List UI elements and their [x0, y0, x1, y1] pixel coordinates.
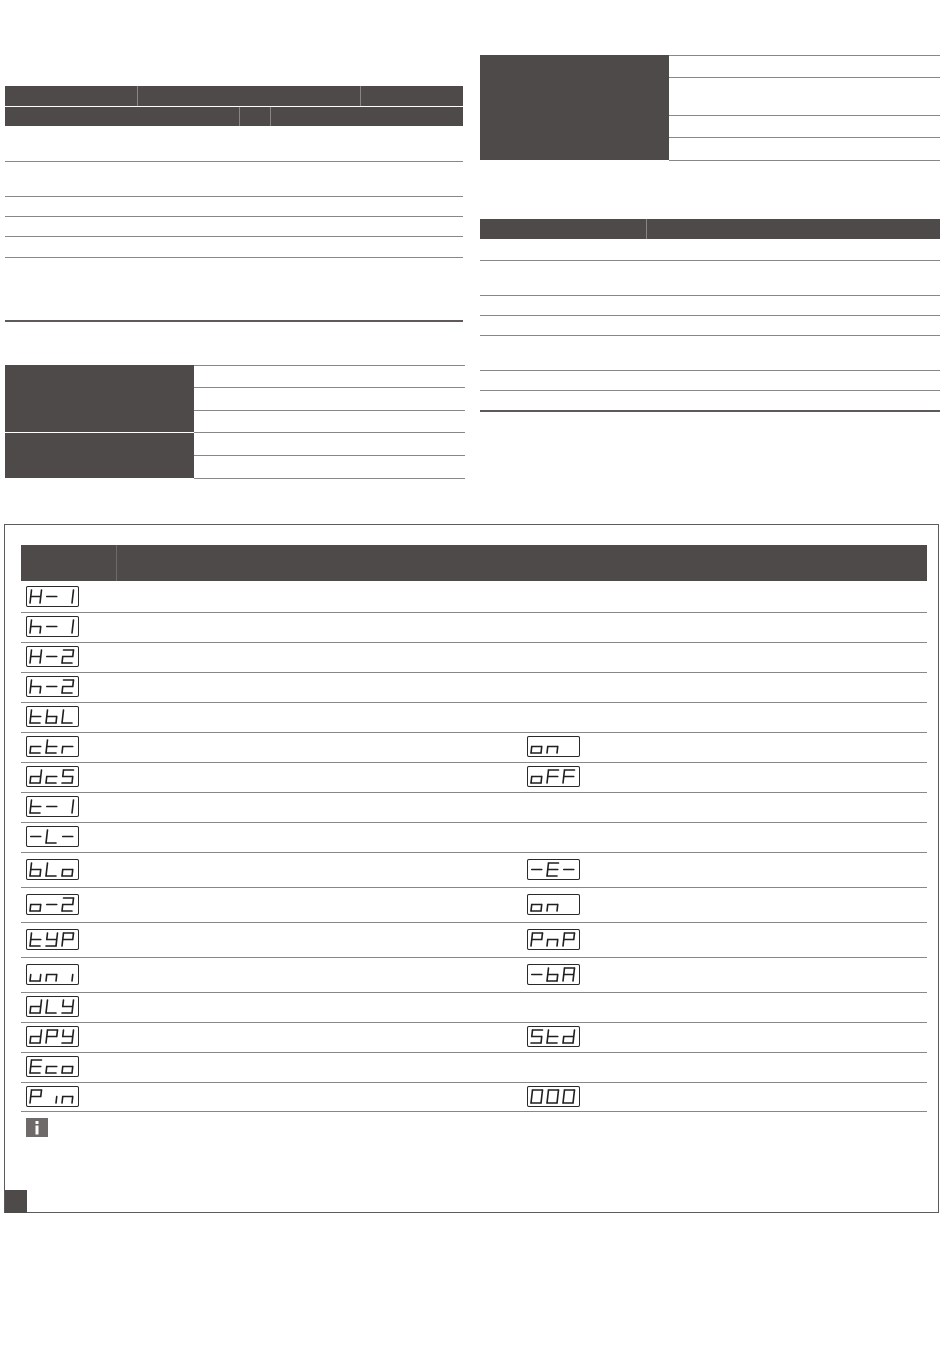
parameter-value-display: [527, 859, 580, 880]
parameter-value-display: [527, 736, 580, 757]
parameter-code-display: [26, 826, 79, 847]
page-marker-block: [5, 1190, 27, 1213]
row-rule: [194, 478, 465, 479]
parameter-code-display: [26, 796, 79, 817]
row-rule: [480, 370, 940, 371]
segment-display-glyphs: [27, 860, 78, 879]
parameter-code-display: [26, 706, 79, 727]
row-rule: [480, 390, 940, 391]
row-rule: [5, 236, 463, 237]
parameter-code-display: [26, 736, 79, 757]
segment-display-glyphs: [27, 587, 78, 606]
segment-display-glyphs: [27, 930, 78, 949]
segment-display-glyphs: [528, 930, 579, 949]
header-divider: [360, 86, 361, 106]
table-row-rule: [21, 1082, 927, 1083]
table-row-rule: [21, 852, 927, 853]
parameter-panel: [4, 524, 939, 1213]
segment-display-glyphs: [27, 617, 78, 636]
header-divider: [116, 545, 117, 581]
segment-display-glyphs: [27, 677, 78, 696]
segment-display-glyphs: [528, 860, 579, 879]
parameter-code-display: [26, 616, 79, 637]
parameter-code-display: [26, 894, 79, 915]
parameter-code-display: [26, 766, 79, 787]
parameter-code-display: [26, 1056, 79, 1077]
row-rule: [480, 335, 940, 336]
table-row-rule: [21, 702, 927, 703]
parameter-code-display: [26, 964, 79, 985]
segment-display-glyphs: [27, 767, 78, 786]
row-rule: [480, 260, 940, 261]
segment-display-glyphs: [27, 997, 78, 1016]
table-row-rule: [21, 1111, 927, 1112]
info-icon-glyph: [26, 1118, 48, 1137]
table-bottom-rule: [480, 410, 940, 412]
segment-display-glyphs: [27, 797, 78, 816]
parameter-code-display: [26, 859, 79, 880]
segment-display-glyphs: [27, 895, 78, 914]
segment-display-glyphs: [27, 1027, 78, 1046]
table-row-rule: [21, 1022, 927, 1023]
table-row-rule: [21, 992, 927, 993]
row-rule: [194, 455, 465, 456]
segment-display-glyphs: [27, 965, 78, 984]
info-icon: [26, 1118, 48, 1137]
table-row-rule: [21, 642, 927, 643]
row-rule: [5, 257, 463, 258]
segment-display-glyphs: [27, 707, 78, 726]
header-divider: [646, 219, 647, 239]
header-divider: [137, 86, 138, 106]
parameter-value-display: [527, 894, 580, 915]
parameter-code-display: [26, 1026, 79, 1047]
segment-display-glyphs: [27, 1057, 78, 1076]
parameter-value-display: [527, 766, 580, 787]
table-row-rule: [21, 762, 927, 763]
segment-display-glyphs: [27, 827, 78, 846]
row-header-block: [480, 55, 669, 160]
table-row-rule: [21, 822, 927, 823]
row-rule: [5, 196, 463, 197]
table-row-rule: [21, 732, 927, 733]
header-divider: [270, 107, 271, 126]
row-rule: [669, 55, 940, 56]
table-bottom-rule: [5, 320, 463, 322]
segment-display-glyphs: [528, 895, 579, 914]
row-rule: [194, 387, 465, 388]
parameter-code-display: [26, 929, 79, 950]
row-rule: [480, 295, 940, 296]
row-rule: [194, 432, 465, 433]
row-rule: [669, 137, 940, 138]
row-rule: [194, 410, 465, 411]
table-row-rule: [21, 612, 927, 613]
parameter-table-header: [21, 545, 927, 581]
parameter-code-display: [26, 646, 79, 667]
row-rule: [5, 216, 463, 217]
row-rule: [669, 77, 940, 78]
parameter-value-display: [527, 964, 580, 985]
segment-display-glyphs: [528, 1027, 579, 1046]
row-rule: [669, 160, 940, 161]
parameter-code-display: [26, 996, 79, 1017]
table-row-rule: [21, 887, 927, 888]
parameter-value-display: [527, 929, 580, 950]
row-rule: [669, 115, 940, 116]
segment-display-glyphs: [528, 737, 579, 756]
row-rule: [5, 161, 463, 162]
parameter-value-display: [527, 1026, 580, 1047]
row-header-block: [5, 433, 194, 478]
parameter-code-display: [26, 1086, 79, 1107]
segment-display-glyphs: [528, 767, 579, 786]
row-header-block: [5, 365, 194, 432]
row-rule: [194, 365, 465, 366]
table-row-rule: [21, 672, 927, 673]
table-row-rule: [21, 792, 927, 793]
parameter-value-display: [527, 1086, 580, 1107]
segment-display-glyphs: [528, 1087, 579, 1106]
segment-display-glyphs: [27, 647, 78, 666]
parameter-code-display: [26, 586, 79, 607]
table-header-row-2: [5, 107, 463, 126]
header-divider: [239, 107, 240, 126]
parameter-code-display: [26, 676, 79, 697]
table-header-row-1: [5, 86, 463, 106]
table-header-row: [480, 219, 940, 239]
segment-display-glyphs: [27, 1087, 78, 1106]
row-rule: [480, 315, 940, 316]
table-row-rule: [21, 957, 927, 958]
table-row-rule: [21, 922, 927, 923]
segment-display-glyphs: [27, 737, 78, 756]
segment-display-glyphs: [528, 965, 579, 984]
table-row-rule: [21, 1052, 927, 1053]
